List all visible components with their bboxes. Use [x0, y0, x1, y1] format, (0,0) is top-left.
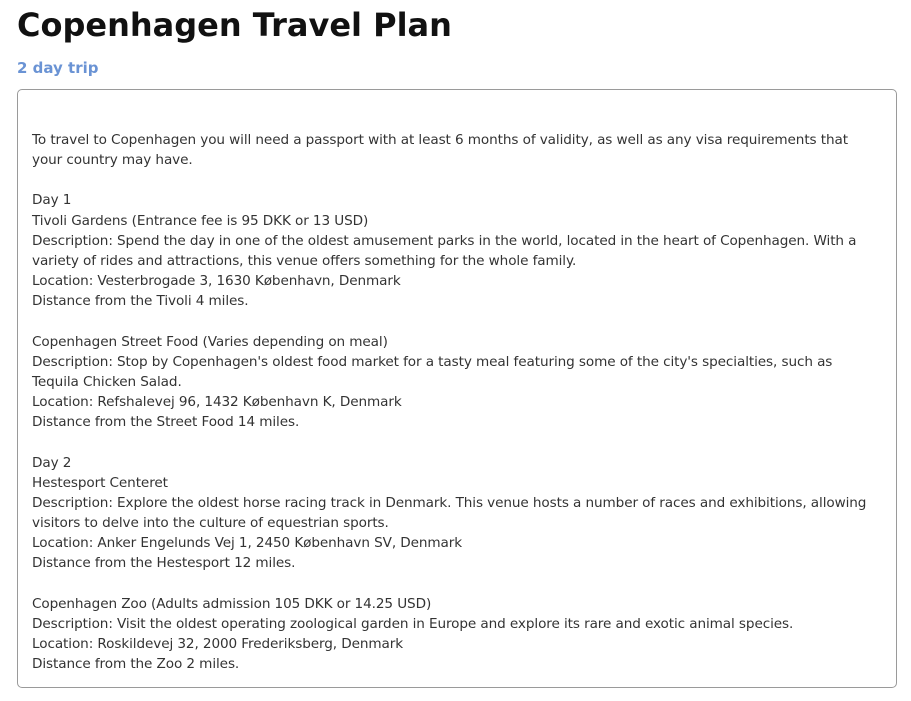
page-title: Copenhagen Travel Plan: [17, 6, 452, 44]
travel-plan-text: To travel to Copenhagen you will need a passport with at least 6 months of validity, as well as any visa requirements that your country may have. Day 1 Tivoli Gardens (Entrance fee is 95 DKK or 13 USD) Description: Spend the day in one of the oldest amusement parks in the world, located in the heart of Copenhagen. With a variety of rides and attractions, this venue offers something for the whole family. Location: Vesterbrogade 3, 1630 København, Denmark Distance from the Tivoli 4 miles. Copenhagen Street Food (Varies depending on meal) Description: Stop by Copenhagen's oldest food market for a tasty meal featuring some of the city's specialties, such as Tequila Chicken Salad. Location: Refshalevej 96, 1432 København K, Denmark Distance from the Street Food 14 miles. Day 2 Hestesport Centeret Description: Explore the oldest horse racing track in Denmark. This venue hosts a number of races and exhibitions, allowing visitors to delve into the culture of equestrian sports. Location: Anker Engelunds Vej 1, 2450 København SV, Denmark Distance from the Hestesport 12 miles. Copenhagen Zoo (Adults admission 105 DKK or 14.25 USD) Description: Visit the oldest operating zoological garden in Europe and explore its rare and exotic animal species. Location: Roskildevej 32, 2000 Frederiksberg, Denmark Distance from the Zoo 2 miles.: [32, 132, 867, 673]
travel-plan-textbox[interactable]: [17, 89, 897, 688]
trip-duration-subtitle: 2 day trip: [17, 59, 99, 77]
